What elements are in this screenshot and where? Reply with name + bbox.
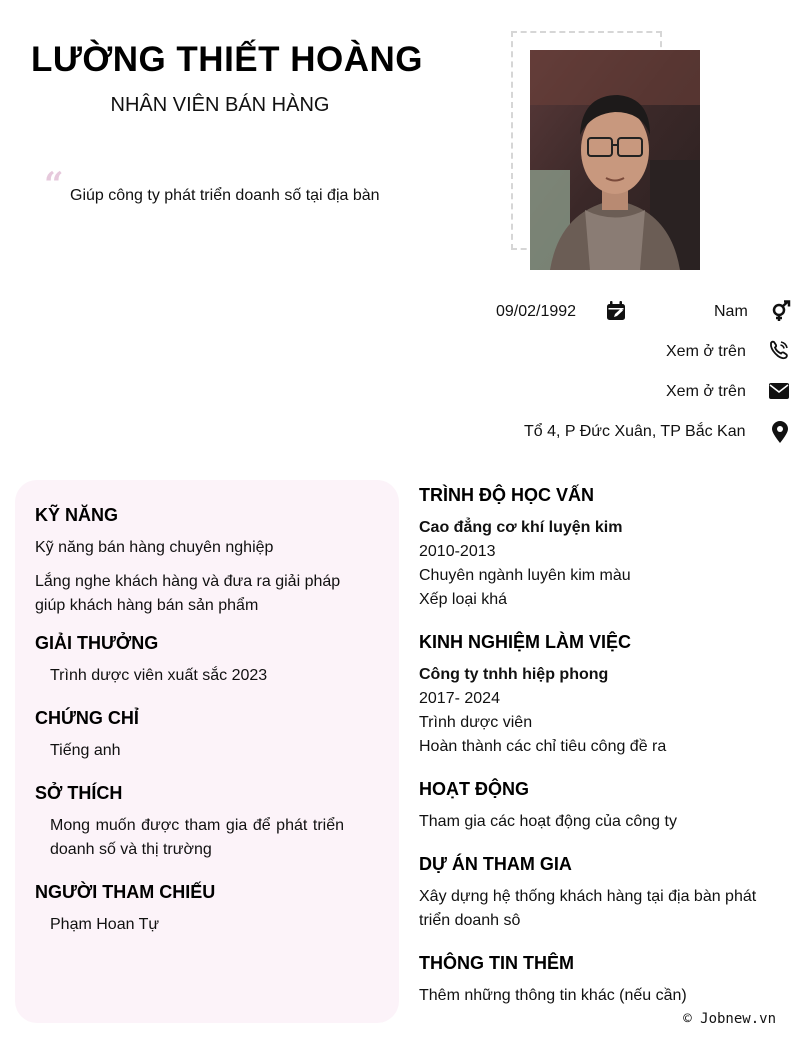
experience-title: KINH NGHIỆM LÀM VIỆC (419, 632, 632, 652)
education-major: Chuyên ngành luyên kim màu (419, 567, 631, 584)
hobby-item: Mong muốn được tham gia để phát triển doanh số và thị trường (50, 817, 344, 858)
gender-icon (770, 300, 794, 324)
hobbies-title: SỞ THÍCH (35, 783, 123, 803)
education-period: 2010-2013 (419, 543, 496, 560)
extra-info-text: Thêm những thông tin khác (nếu cần) (419, 987, 687, 1004)
birthday: 09/02/1992 (496, 303, 577, 320)
job-title: NHÂN VIÊN BÁN HÀNG (110, 94, 330, 116)
projects-text: Xây dựng hệ thống khách hàng tại địa bàn phát triển doanh sô (419, 888, 757, 929)
activities-text: Tham gia các hoạt động của công ty (419, 813, 677, 830)
quote-icon: “ (44, 165, 64, 205)
experience-company: Công ty tnhh hiệp phong (419, 666, 609, 683)
certificate-item: Tiếng anh (50, 742, 121, 759)
certificates-title: CHỨNG CHỈ (35, 708, 139, 728)
awards-title: GIẢI THƯỞNG (35, 633, 159, 653)
phone-icon (768, 339, 792, 363)
education-title: TRÌNH ĐỘ HỌC VẤN (419, 485, 594, 505)
map-pin-icon (770, 420, 794, 444)
candidate-name: LƯỜNG THIẾT HOÀNG (30, 40, 424, 79)
career-objective: Giúp công ty phát triển doanh số tại địa bàn (70, 187, 380, 204)
reference-item: Phạm Hoan Tự (50, 916, 160, 933)
envelope-icon (768, 380, 792, 404)
skills-title: KỸ NĂNG (35, 505, 119, 525)
email: Xem ở trên (666, 383, 746, 400)
education-grade: Xếp loại khá (419, 591, 508, 608)
phone: Xem ở trên (666, 343, 746, 360)
address: Tổ 4, P Đức Xuân, TP Bắc Kan (524, 423, 746, 440)
activities-title: HOẠT ĐỘNG (419, 779, 529, 799)
extra-info-title: THÔNG TIN THÊM (419, 953, 574, 973)
experience-description: Hoàn thành các chỉ tiêu công đề ra (419, 738, 667, 755)
experience-period: 2017- 2024 (419, 690, 500, 707)
projects-title: DỰ ÁN THAM GIA (419, 854, 572, 874)
award-item: Trình dược viên xuất sắc 2023 (50, 667, 268, 684)
education-school: Cao đẳng cơ khí luyện kim (419, 519, 623, 536)
footer-credit: © Jobnew.vn (683, 1011, 776, 1027)
avatar (530, 50, 700, 270)
calendar-edit-icon (605, 300, 629, 324)
gender: Nam (714, 303, 748, 320)
skill-item: Lắng nghe khách hàng và đưa ra giải pháp giúp khách hàng bán sản phẩm (35, 573, 341, 614)
references-title: NGƯỜI THAM CHIẾU (35, 882, 216, 902)
experience-position: Trình dược viên (419, 714, 533, 731)
skill-item: Kỹ năng bán hàng chuyên nghiệp (35, 539, 274, 556)
